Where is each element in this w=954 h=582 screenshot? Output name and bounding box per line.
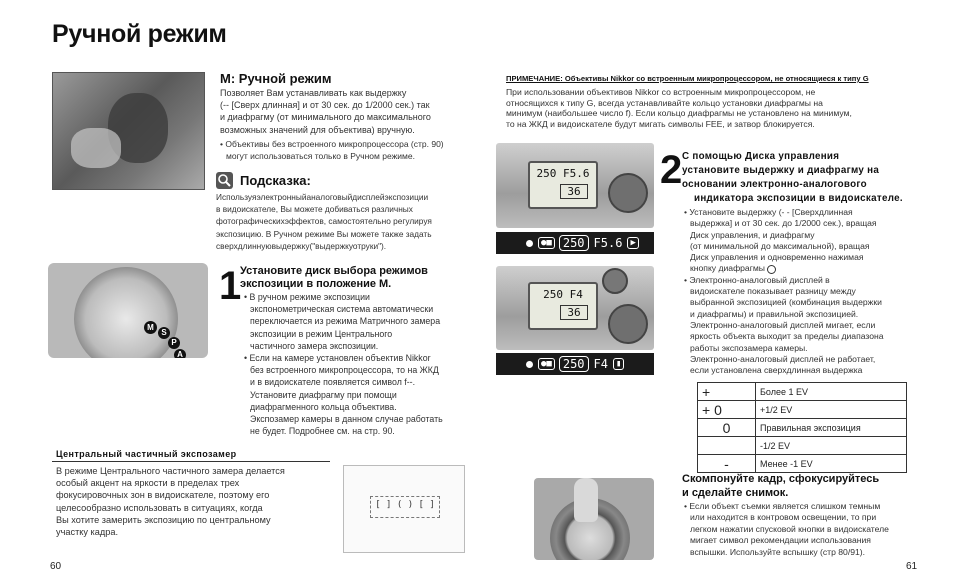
- viewfinder-display-1: ●■ 250 F5.6 ▶: [496, 232, 654, 254]
- page-title: Ручной режим: [52, 20, 227, 48]
- m-mode-text: Позволяет Вам устанавливать как выдержку (-- [Сверх длинная] и от 30 сек. до 1/2000 сек.) так и диафрагму (от минимального до максимального возможных значений для объектива) вручную.: [220, 88, 431, 135]
- compose-title: Скомпонуйте кадр, сфокусируйтесь и сделайте снимок.: [682, 473, 880, 499]
- m-mode-note: • Объективы без встроенного микропроцессора (стр. 90) могут использоваться только в Ручном режиме.: [220, 139, 444, 162]
- hint-title: Подсказка:: [240, 173, 311, 188]
- note-text: При использовании объективов Nikkor со встроенным микропроцессором, не относящихся к типу G, всегда устанавливайте кольцо установки диафрагмы на минимум (наибольшее число f). Если кольцо диафрагмы не установлено на минимум, то на ЖКД и видоискателе будут мигать символы FEE, и затвор блокируется.: [506, 87, 852, 129]
- command-dial-1: [608, 173, 648, 213]
- note-heading: ПРИМЕЧАНИЕ: Объективы Nikkor со встроенным микропроцессором, не относящиеся к типу G: [506, 74, 869, 83]
- step-1-title: Установите диск выбора режимов экспозиции в положение M.: [240, 265, 428, 290]
- center-weighted-rule: [52, 461, 330, 462]
- step-2-number: 2: [660, 148, 683, 192]
- finger: [574, 478, 598, 522]
- ev-indicator-table: [697, 382, 907, 473]
- page-number-right: 61: [906, 561, 918, 572]
- shutter-release-illustration: [534, 478, 654, 560]
- command-dial-2: [608, 304, 648, 344]
- mode-dial: [74, 267, 178, 358]
- aperture-button-icon: [767, 265, 776, 274]
- center-weighted-text: В режиме Центрального частичного замера делается особый акцент на яркости в пределах трех фокусировочных зон в видоискателе, поэтому его целесообразно использовать в ситуациях, когда Вы хотите замерить экспозицию по центральному участку кадра.: [56, 466, 285, 538]
- dial-letter-s: S: [158, 327, 170, 339]
- aperture-button: [602, 268, 628, 294]
- page-number-left: 60: [50, 561, 62, 572]
- step-1-number: 1: [219, 264, 242, 308]
- dial-letter-a: A: [174, 349, 186, 358]
- dial-letter-p: P: [168, 337, 180, 349]
- step-1-text: • В ручном режиме экспозиции экспонометрическая система автоматически переключается из режима Матричного замера экспозиции в режим Центрального частичного замера экспозиции. • Если на камере установлен объектив Nikkor без встроенного микропроцессора, то на ЖКД и в видоискателе появляется символ f--. Установите диафрагму при помощи диафрагменного кольца объектива. Экспозамер камеры в данном случае работать не будет. Подробнее см. на стр. 90.: [244, 292, 443, 437]
- dial-letter-m: M: [144, 321, 157, 334]
- viewfinder-diagram: [343, 465, 465, 553]
- m-mode-heading: M: Ручной режим: [220, 71, 332, 86]
- hint-text: Используяэлектронныйаналоговыйдисплейэкспозиции в видоискателе, Вы можете добиваться различных фотографическихэффектов, самостоятельно регулируя экспозицию. В Ручном режиме Вы можете также задать сверхдлиннуювыдержку("выдержкуотруки").: [216, 192, 432, 251]
- lcd-panel-2: 250 F4 36: [528, 282, 598, 330]
- table-row: -1/2 EV: [698, 437, 907, 455]
- table-row: 0 Правильная экспозиция: [698, 419, 907, 437]
- center-weighted-heading: Центральный частичный экспозамер: [56, 449, 237, 459]
- hint-icon: [216, 172, 233, 189]
- step-2-text: • Установите выдержку (- - [Сверхдлинная выдержка] и от 30 сек. до 1/2000 сек.), вращая Диск управления, и диафрагму (от минимальной до максимальной), вращая Диск управления и одновременно нажимая кнопку диафрагмы • Электронно-аналоговый дисплей в видоискателе показывает разницу между выбранной экспозицией (комбинация выдержки и диафрагмы) и правильной экспозицией. Электронно-аналоговый дисплей мигает, если яркость объекта выходит за пределы диапазона работы экспозамера камеры. Электронно-аналоговый дисплей не работает, если установлена сверхдлинная выдержка: [684, 207, 884, 376]
- step-2-title: С помощью Диска управления установите выдержку и диафрагму на основании электронно-аналогового индикатора экспозиции в видоискателе.: [682, 151, 903, 204]
- table-row: - Менее -1 EV: [698, 455, 907, 473]
- table-row: + 0 +1/2 EV: [698, 401, 907, 419]
- viewfinder-display-2: ●■ 250 F4 ▮: [496, 353, 654, 375]
- mode-dial-illustration: [48, 263, 208, 358]
- sample-photo: [52, 72, 205, 190]
- focus-brackets: [ ] ( ) [ ]: [375, 500, 435, 510]
- table-row: + Более 1 EV: [698, 383, 907, 401]
- camera-top-1: [496, 143, 654, 228]
- lcd-panel-1: 250 F5.6 36: [528, 161, 598, 209]
- compose-text: • Если объект съемки является слишком темным или находится в контровом освещении, то при легком нажатии спусковой кнопки в видоискателе мигает символ рекомендации использования вспышки. Используйте вспышку (стр 80/91).: [684, 501, 889, 557]
- camera-top-2: [496, 266, 654, 350]
